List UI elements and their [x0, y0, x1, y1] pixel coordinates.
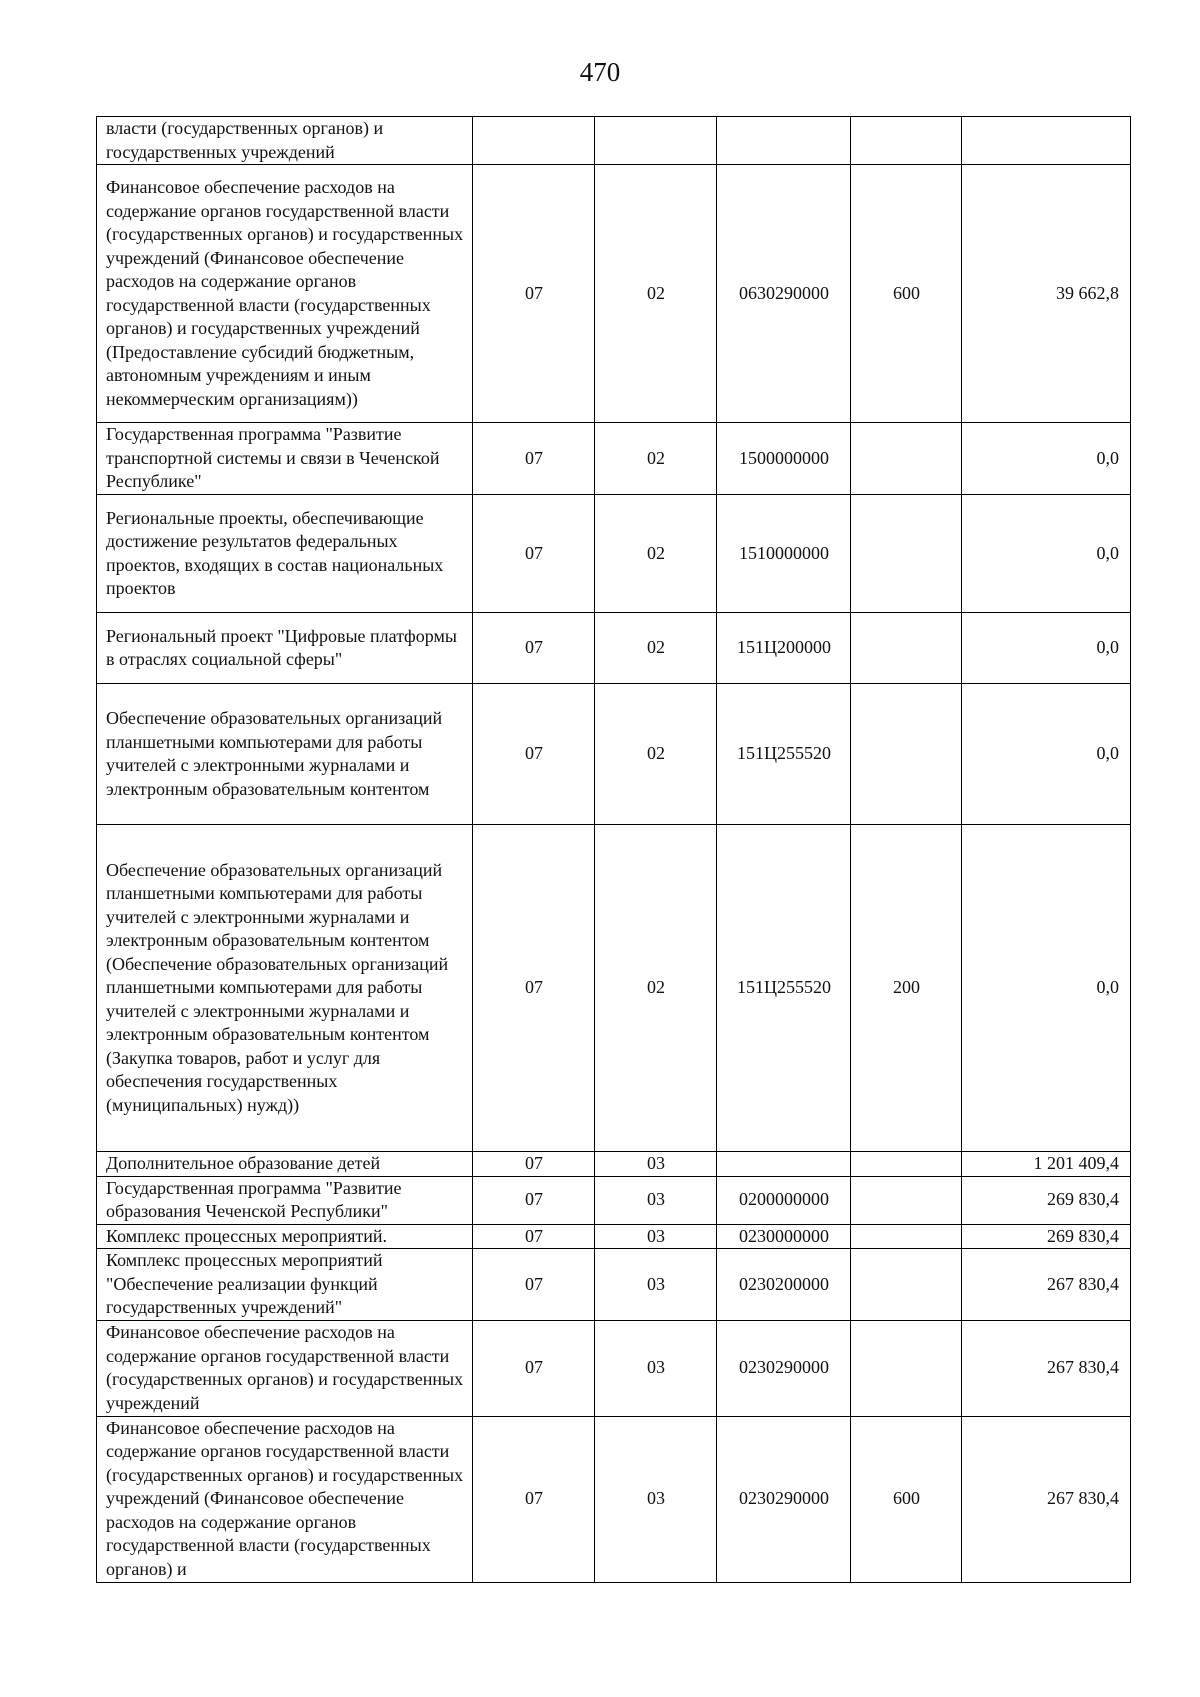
expense-name: Обеспечение образовательных организаций планшетными компьютерами для работы учителей с электронными журналами и электронным образовательным контентом: [97, 684, 473, 825]
table-row: [97, 495, 1131, 613]
section-code: 07: [473, 1320, 595, 1416]
target-article-code: 1510000000: [717, 495, 851, 613]
subsection-code: 02: [595, 684, 717, 825]
subsection-code: 02: [595, 613, 717, 684]
table-row: [97, 1152, 1131, 1177]
subsection-code: 02: [595, 423, 717, 495]
expense-type-code: 600: [851, 1416, 962, 1582]
expense-name: Комплекс процессных мероприятий "Обеспечение реализации функций государственных учреждений": [97, 1249, 473, 1321]
expense-type-code: [851, 423, 962, 495]
table-row: [97, 1249, 1131, 1321]
expense-type-code: [851, 1176, 962, 1224]
table-row: [97, 165, 1131, 423]
amount: 1 201 409,4: [962, 1152, 1131, 1177]
table-row: [97, 684, 1131, 825]
section-code: 07: [473, 1176, 595, 1224]
subsection-code: 03: [595, 1152, 717, 1177]
section-code: 07: [473, 423, 595, 495]
subsection-code: 02: [595, 825, 717, 1152]
expense-type-code: [851, 495, 962, 613]
subsection-code: 03: [595, 1176, 717, 1224]
expense-name: Региональные проекты, обеспечивающие достижение результатов федеральных проектов, входящих в состав национальных проектов: [97, 495, 473, 613]
subsection-code: 03: [595, 1249, 717, 1321]
section-code: [473, 117, 595, 165]
target-article-code: 151Ц255520: [717, 684, 851, 825]
expense-name: Финансовое обеспечение расходов на содержание органов государственной власти (государственных органов) и государственных учреждений (Финансовое обеспечение расходов на содержание органов государственной власти (государственных органов) и государственных учреждений (Предоставление субсидий бюджетным, автономным учреждениям и иным некоммерческим организациям)): [97, 165, 473, 423]
target-article-code: 0630290000: [717, 165, 851, 423]
amount: 267 830,4: [962, 1320, 1131, 1416]
section-code: 07: [473, 165, 595, 423]
expense-type-code: [851, 117, 962, 165]
expense-name: Финансовое обеспечение расходов на содержание органов государственной власти (государственных органов) и государственных учреждений (Финансовое обеспечение расходов на содержание органов государственной власти (государственных органов) и: [97, 1416, 473, 1582]
expense-type-code: [851, 1320, 962, 1416]
amount: 0,0: [962, 495, 1131, 613]
target-article-code: 0230290000: [717, 1320, 851, 1416]
subsection-code: 03: [595, 1416, 717, 1582]
section-code: 07: [473, 1416, 595, 1582]
expense-type-code: 600: [851, 165, 962, 423]
expense-type-code: [851, 1152, 962, 1177]
target-article-code: [717, 1152, 851, 1177]
section-code: 07: [473, 613, 595, 684]
target-article-code: 0230000000: [717, 1224, 851, 1249]
subsection-code: [595, 117, 717, 165]
table-row: [97, 1224, 1131, 1249]
expense-type-code: [851, 613, 962, 684]
amount: 0,0: [962, 684, 1131, 825]
subsection-code: 03: [595, 1320, 717, 1416]
section-code: 07: [473, 825, 595, 1152]
page-number: 470: [579, 57, 621, 87]
target-article-code: [717, 117, 851, 165]
amount: 0,0: [962, 613, 1131, 684]
expense-name: Комплекс процессных мероприятий.: [97, 1224, 473, 1249]
target-article-code: 0230290000: [717, 1416, 851, 1582]
table-row: [97, 1320, 1131, 1416]
table-row: [97, 423, 1131, 495]
amount: 267 830,4: [962, 1416, 1131, 1582]
budget-table: [96, 116, 1131, 1583]
expense-name: Обеспечение образовательных организаций планшетными компьютерами для работы учителей с электронными журналами и электронным образовательным контентом (Обеспечение образовательных организаций планшетными компьютерами для работы учителей с электронными журналами и электронным образовательным контентом (Закупка товаров, работ и услуг для обеспечения государственных (муниципальных) нужд)): [97, 825, 473, 1152]
subsection-code: 02: [595, 165, 717, 423]
target-article-code: 0200000000: [717, 1176, 851, 1224]
target-article-code: 151Ц255520: [717, 825, 851, 1152]
table-row: [97, 1416, 1131, 1582]
budget-table-body: [97, 117, 1131, 1583]
table-row: [97, 825, 1131, 1152]
expense-type-code: [851, 1249, 962, 1321]
expense-name: Государственная программа "Развитие образования Чеченской Республики": [97, 1176, 473, 1224]
table-row: [97, 613, 1131, 684]
amount: 269 830,4: [962, 1176, 1131, 1224]
expense-name: Финансовое обеспечение расходов на содержание органов государственной власти (государственных органов) и государственных учреждений: [97, 1320, 473, 1416]
expense-name: Дополнительное образование детей: [97, 1152, 473, 1177]
target-article-code: 1500000000: [717, 423, 851, 495]
amount: 269 830,4: [962, 1224, 1131, 1249]
expense-type-code: [851, 1224, 962, 1249]
section-code: 07: [473, 1224, 595, 1249]
target-article-code: 151Ц200000: [717, 613, 851, 684]
table-row: [97, 117, 1131, 165]
amount: 0,0: [962, 825, 1131, 1152]
section-code: 07: [473, 1249, 595, 1321]
amount: 39 662,8: [962, 165, 1131, 423]
expense-name: Государственная программа "Развитие транспортной системы и связи в Чеченской Республике": [97, 423, 473, 495]
target-article-code: 0230200000: [717, 1249, 851, 1321]
section-code: 07: [473, 1152, 595, 1177]
amount: 267 830,4: [962, 1249, 1131, 1321]
amount: 0,0: [962, 423, 1131, 495]
section-code: 07: [473, 684, 595, 825]
section-code: 07: [473, 495, 595, 613]
subsection-code: 02: [595, 495, 717, 613]
expense-name: Региональный проект "Цифровые платформы в отраслях социальной сферы": [97, 613, 473, 684]
expense-name: власти (государственных органов) и государственных учреждений: [97, 117, 473, 165]
expense-type-code: [851, 684, 962, 825]
subsection-code: 03: [595, 1224, 717, 1249]
amount: [962, 117, 1131, 165]
table-row: [97, 1176, 1131, 1224]
expense-type-code: 200: [851, 825, 962, 1152]
